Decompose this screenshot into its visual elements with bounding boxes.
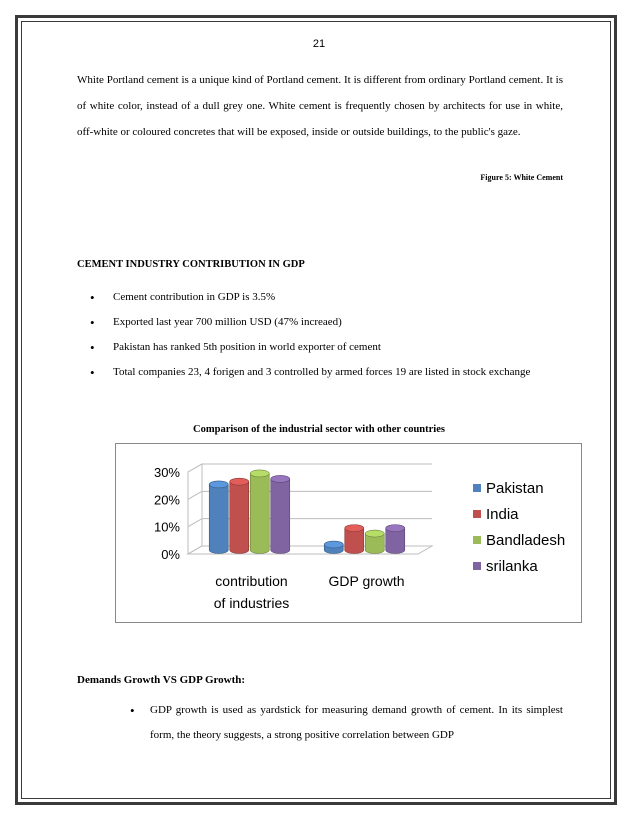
y-tick-label: 0% [161, 547, 180, 562]
bar-top-pakistan [209, 481, 228, 488]
legend-label-india: India [486, 506, 519, 523]
bar-top-srilanka [386, 525, 405, 532]
legend-swatch-pakistan [473, 484, 481, 492]
y-tick-label: 30% [153, 465, 180, 480]
bullet-item: • Pakistan has ranked 5th position in world exporter of cement [77, 335, 563, 360]
bar-top-bandladesh [250, 470, 269, 477]
demand-bullet-list [130, 698, 563, 748]
chart-side-wall [188, 464, 202, 554]
legend-swatch-srilanka [473, 562, 481, 570]
bar-india-contribution [230, 482, 249, 554]
bar-top-india [230, 478, 249, 485]
x-category-label: contribution [215, 573, 288, 589]
y-tick-label: 10% [153, 519, 180, 535]
figure-caption: Figure 5: White Cement [480, 173, 563, 182]
x-category-label: of industries [213, 595, 290, 611]
bullet-item: • Total companies 23, 4 forigen and 3 controlled by armed forces 19 are listed in stock exchange [77, 360, 563, 385]
bullet-item: • GDP growth is used as yardstick for measuring demand growth of cement. In its simplest form, the theory suggests, a strong positive correlation between GDP [130, 698, 563, 748]
legend-label-bandladesh: Bandladesh [486, 532, 566, 549]
bar-srilanka-gdp-growth [386, 528, 405, 553]
demand-heading: Demands Growth VS GDP Growth: [77, 674, 246, 686]
bar-top-bandladesh [365, 530, 384, 537]
page-number: 21 [312, 38, 326, 50]
bar-chart [116, 444, 581, 622]
y-tick-label: 20% [153, 492, 180, 508]
bar-pakistan-contribution [209, 484, 228, 553]
legend-label-pakistan: Pakistan [486, 480, 544, 497]
intro-paragraph: White Portland cement is a unique kind of Portland cement. It is different from ordinary Portland cement. It is of white color, instead of a dull grey one. White cement is frequently chosen by architects for use in white, off-white or coloured concretes that will be exposed, inside or outside buildings, to the public's gaze. [77, 74, 563, 138]
bar-top-india [345, 525, 364, 532]
bullet-item: • Cement contribution in GDP is 3.5% [77, 285, 563, 310]
gdp-bullet-list [77, 285, 563, 385]
bar-india-gdp-growth [345, 528, 364, 553]
bullet-item: • Exported last year 700 million USD (47% increaed) [77, 310, 563, 335]
chart-container [115, 443, 582, 623]
bar-bandladesh-contribution [250, 473, 269, 553]
legend-swatch-india [473, 510, 481, 518]
bar-top-srilanka [271, 475, 290, 482]
legend-label-srilanka: srilanka [486, 558, 538, 575]
legend-swatch-bandladesh [473, 536, 481, 544]
bar-top-pakistan [324, 541, 343, 548]
section-heading: CEMENT INDUSTRY CONTRIBUTION IN GDP [77, 259, 305, 270]
bar-srilanka-contribution [271, 479, 290, 554]
x-category-label: GDP growth [328, 573, 405, 589]
chart-title: Comparison of the industrial sector with other countries [193, 424, 445, 435]
